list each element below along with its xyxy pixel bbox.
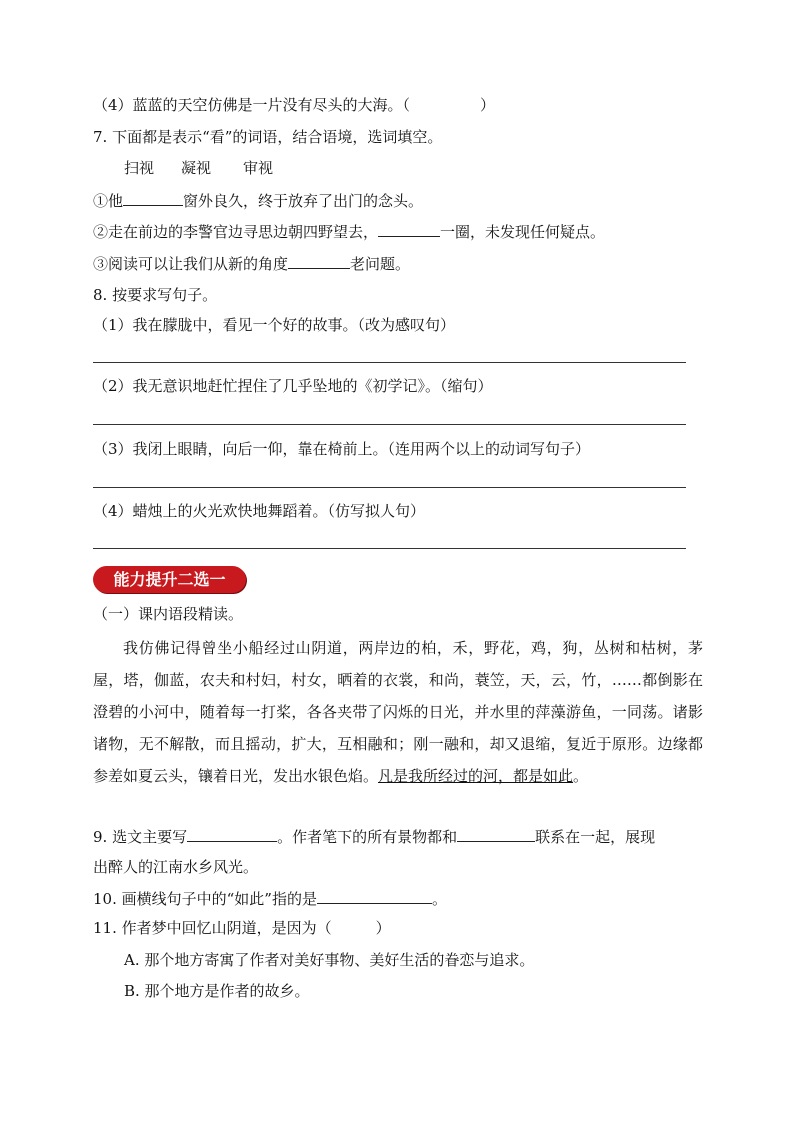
q7-item-3: ③阅读可以让我们从新的角度 老问题。 [93, 255, 411, 273]
q7-title: 7. 下面都是表示“看”的词语，结合语境，选词填空。 [93, 128, 443, 146]
fill-blank[interactable] [378, 221, 440, 237]
q7-word-options [124, 158, 273, 178]
q8-item-2: （2）我无意识地赶忙捏住了几乎坠地的《初学记》。（缩句） [93, 377, 493, 395]
fill-blank[interactable] [123, 190, 183, 206]
q7-item-1: ①他 窗外良久，终于放弃了出门的念头。 [93, 192, 424, 210]
fill-blank[interactable] [317, 888, 432, 904]
q11-option-b[interactable]: B. 那个地方是作者的故乡。 [124, 982, 310, 1000]
answer-line[interactable] [93, 362, 686, 363]
q8-item-4: （4）蜡烛上的火光欢快地舞蹈着。（仿写拟人句） [93, 502, 426, 520]
answer-line[interactable] [93, 548, 686, 549]
q9-line-2: 出醉人的江南水乡风光。 [93, 858, 259, 876]
word-option: 扫视 [124, 159, 155, 177]
answer-line[interactable] [93, 487, 686, 488]
underlined-sentence: 凡是我所经过的河，都是如此 [378, 767, 574, 785]
q11-option-a[interactable]: A. 那个地方寄寓了作者对美好事物、美好生活的眷恋与追求。 [124, 951, 535, 969]
q9-line-1: 9. 选文主要写 。作者笔下的所有景物都和 联系在一起，展现 [93, 828, 656, 846]
q6-item-4: （4）蓝蓝的天空仿佛是一片没有尽头的大海。（ ） [93, 96, 496, 114]
fill-blank[interactable] [288, 253, 350, 269]
q10: 10. 画横线句子中的“如此”指的是 。 [93, 890, 447, 908]
q7-item-2: ②走在前边的李警官边寻思边朝四野望去， 一圈，未发现任何疑点。 [93, 223, 606, 241]
fill-blank[interactable] [187, 826, 277, 842]
reading-subtitle: （一）课内语段精读。 [93, 605, 244, 623]
q8-title: 8. 按要求写句子。 [93, 286, 218, 304]
q8-item-3: （3）我闭上眼睛，向后一仰，靠在椅前上。（连用两个以上的动词写句子） [93, 440, 591, 458]
q11-title: 11. 作者梦中回忆山阴道，是因为（ ） [93, 919, 391, 937]
reading-passage: 我仿佛记得曾坐小船经过山阴道，两岸边的柏，禾，野花，鸡，狗，丛树和枯树，茅屋，塔，伽蓝，农夫和村妇，村女，晒着的衣裳，和尚，蓑笠，天，云，竹，……都倒影在澄碧的小河中，随着每一打桨，各各夹带了闪烁的日光，并水里的萍藻游鱼，一同荡。诸影诸物，无不解散，而且摇动，扩大，互相融和；刚一融和，却又退缩，复近于原形。边缘都参差如夏云头，镶着日光，发出水银色焰。凡是我所经过的河，都是如此。 [93, 639, 703, 785]
word-option: 凝视 [181, 159, 212, 177]
q8-item-1: （1）我在朦胧中，看见一个好的故事。（改为感叹句） [93, 316, 456, 334]
fill-blank[interactable] [457, 826, 535, 842]
answer-line[interactable] [93, 424, 686, 425]
word-option: 审视 [243, 159, 274, 177]
section-banner: 能力提升二选一 [93, 566, 246, 593]
